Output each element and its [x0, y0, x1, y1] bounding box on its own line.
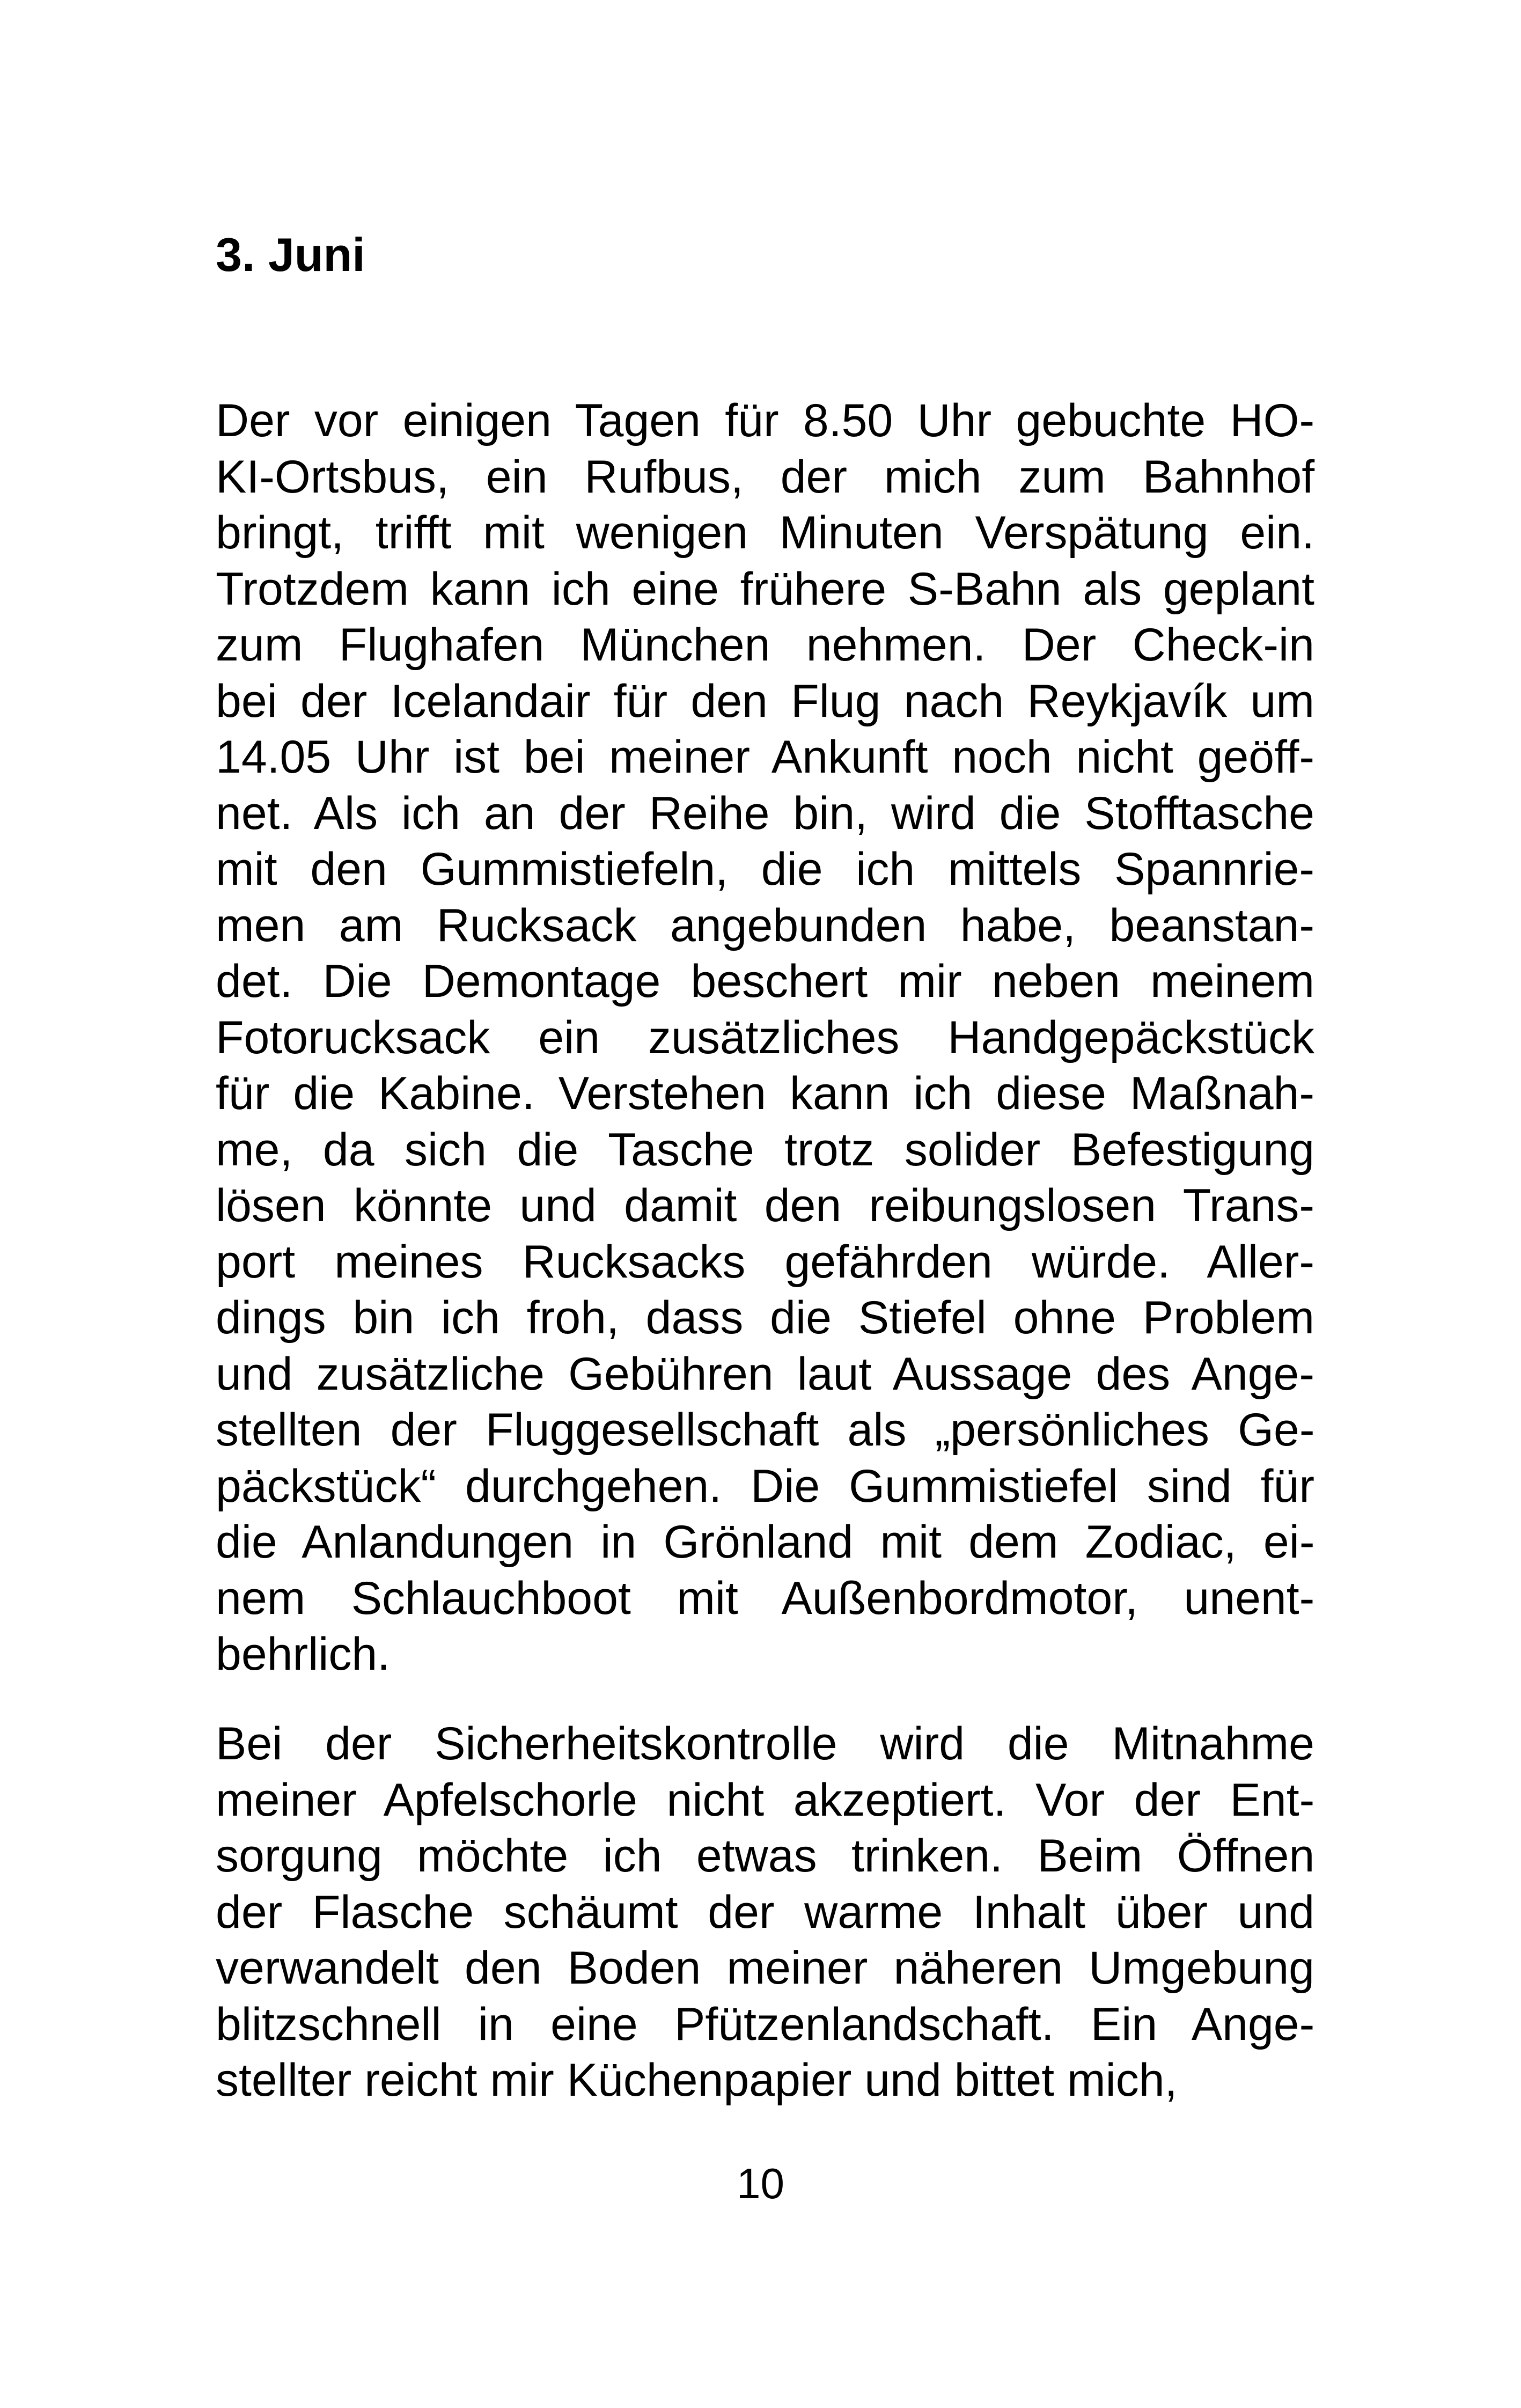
text-line: der Flasche schäumt der warme Inhalt über und — [216, 1886, 1315, 1938]
text-line: für die Kabine. Verstehen kann ich diese Maßnah- — [216, 1068, 1314, 1119]
text-line: die Anlandungen in Grönland mit dem Zodiac, ei- — [216, 1516, 1315, 1568]
text-line: bei der Icelandair für den Flug nach Reykjavík um — [216, 675, 1314, 727]
text-line: det. Die Demontage beschert mir neben meinem — [216, 956, 1314, 1007]
text-line: sorgung möchte ich etwas trinken. Beim Öffnen — [216, 1830, 1315, 1882]
page-number: 10 — [737, 2160, 784, 2207]
chapter-heading: 3. Juni — [216, 228, 365, 281]
text-line: meiner Apfelschorle nicht akzeptiert. Vor der Ent- — [216, 1774, 1315, 1826]
text-line: dings bin ich froh, dass die Stiefel ohne Problem — [216, 1292, 1314, 1344]
text-line: zum Flughafen München nehmen. Der Check-in — [216, 619, 1314, 671]
text-line: port meines Rucksacks gefährden würde. Aller- — [216, 1236, 1315, 1288]
paragraph-2 — [216, 1716, 1314, 2109]
text-line: mit den Gummistiefeln, die ich mittels Spannrie- — [216, 843, 1315, 895]
text-line: stellter reicht mir Küchenpapier und bittet mich, — [216, 2054, 1178, 2106]
text-line: men am Rucksack angebunden habe, beanstan- — [216, 899, 1315, 951]
text-line: KI-Ortsbus, ein Rufbus, der mich zum Bahnhof — [216, 451, 1315, 503]
text-line: lösen könnte und damit den reibungslosen Trans- — [216, 1180, 1314, 1231]
text-line: Trotzdem kann ich eine frühere S-Bahn als geplant — [216, 563, 1314, 615]
text-line: päckstück“ durchgehen. Die Gummistiefel sind für — [216, 1460, 1314, 1512]
text-line: net. Als ich an der Reihe bin, wird die Stofftasche — [216, 787, 1314, 839]
text-line: Fotorucksack ein zusätzliches Handgepäckstück — [216, 1011, 1314, 1063]
text-line: nem Schlauchboot mit Außenbordmotor, unent- — [216, 1572, 1315, 1624]
text-line: blitzschnell in eine Pfützenlandschaft. Ein Ange- — [216, 1998, 1315, 2050]
paragraph-1 — [216, 393, 1314, 1683]
text-line: stellten der Fluggesellschaft als „persönliches Ge- — [216, 1404, 1315, 1456]
text-line: me, da sich die Tasche trotz solider Befestigung — [216, 1124, 1314, 1176]
text-line: verwandelt den Boden meiner näheren Umgebung — [216, 1942, 1314, 1994]
text-line: Der vor einigen Tagen für 8.50 Uhr gebuchte HO- — [216, 395, 1315, 446]
text-line: bringt, trifft mit wenigen Minuten Verspätung ein. — [216, 507, 1314, 559]
text-line: und zusätzliche Gebühren laut Aussage des Ange- — [216, 1348, 1314, 1400]
text-line: 14.05 Uhr ist bei meiner Ankunft noch nicht geöff- — [216, 731, 1314, 783]
text-line: Bei der Sicherheitskontrolle wird die Mitnahme — [216, 1718, 1314, 1770]
text-line: behrlich. — [216, 1628, 391, 1680]
